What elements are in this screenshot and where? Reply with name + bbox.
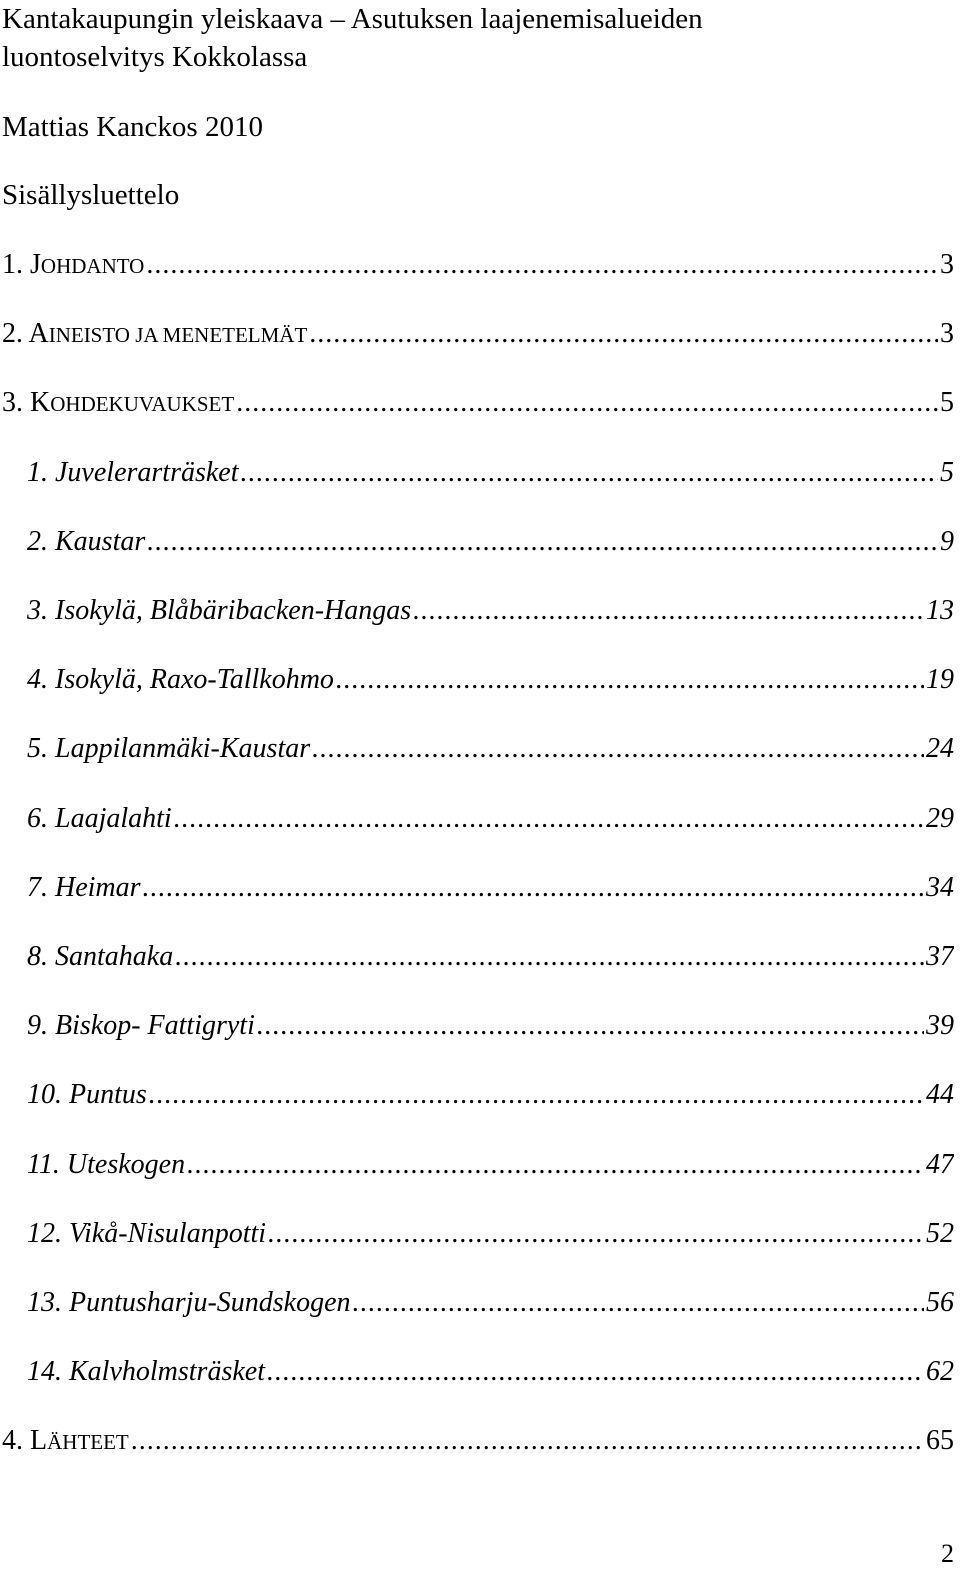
- toc-entry-title-smallcaps: ÄHTEET: [47, 1430, 129, 1455]
- toc-entry[interactable]: [27, 800, 954, 838]
- toc-entry-number: 1.: [2, 249, 30, 280]
- toc-entry-page: 3: [940, 318, 954, 350]
- author-line: Mattias Kanckos 2010: [2, 111, 263, 143]
- toc-entry-label: [2, 384, 234, 422]
- toc-dot-leader: [147, 523, 938, 561]
- toc-dot-leader: [267, 1353, 924, 1391]
- toc-entry-page: 62: [926, 1356, 954, 1388]
- toc-entry[interactable]: [27, 661, 954, 699]
- toc-entry-page: 19: [926, 664, 954, 696]
- toc-entry-page: 44: [926, 1079, 954, 1111]
- toc-entry-label: 4. Isokylä, Raxo-Tallkohmo: [27, 664, 334, 696]
- toc-entry-page: 34: [926, 871, 954, 903]
- toc-entry-title-smallcaps: OHDANTO: [40, 254, 145, 278]
- toc-dot-leader: [312, 730, 924, 768]
- toc-entry-title-smallcaps: INEISTO JA MENETELMÄT: [48, 323, 308, 348]
- toc-entry-number: 4.: [2, 1425, 30, 1457]
- toc-entry[interactable]: [27, 1076, 954, 1114]
- toc-entry[interactable]: [27, 1215, 954, 1253]
- toc-entry[interactable]: [27, 1284, 954, 1322]
- document-title-line-2: luontoselvitys Kokkolassa: [2, 41, 308, 73]
- toc-entry-label: [2, 315, 307, 353]
- toc-entry-initial: A: [28, 318, 49, 350]
- toc-entry-page: 52: [926, 1217, 954, 1249]
- toc-entry-number: 2.: [2, 318, 29, 350]
- toc-entry-page: 47: [926, 1148, 954, 1180]
- toc-entry-label: 7. Heimar: [27, 871, 141, 903]
- toc-entry[interactable]: [2, 315, 954, 353]
- toc-entry-page: 5: [940, 456, 954, 488]
- toc-entry[interactable]: [27, 1007, 954, 1045]
- toc-entry-label: 12. Vikå-Nisulanpotti: [27, 1217, 267, 1249]
- toc-dot-leader: [175, 938, 924, 976]
- toc-entry[interactable]: [27, 523, 954, 561]
- toc-entry-number: 3.: [2, 387, 30, 419]
- toc-entry-label: [2, 1422, 129, 1460]
- toc-entry[interactable]: [27, 1353, 954, 1391]
- toc-dot-leader: [268, 1215, 924, 1253]
- toc-entry[interactable]: [27, 592, 954, 630]
- toc-entry[interactable]: [2, 246, 954, 284]
- document-title-line-1: Kantakaupungin yleiskaava – Asutuksen laajenemisalueiden: [2, 3, 703, 35]
- toc-dot-leader: [353, 1284, 924, 1322]
- toc-dot-leader: [236, 384, 938, 422]
- toc-dot-leader: [309, 315, 938, 353]
- toc-dot-leader: [187, 1146, 924, 1184]
- toc-entry[interactable]: [2, 384, 954, 422]
- toc-entry-title-smallcaps: OHDEKUVAUKSET: [50, 392, 235, 417]
- toc-entry-label: 3. Isokylä, Blåbäribacken-Hangas: [27, 595, 412, 626]
- toc-entry-page: 24: [926, 733, 954, 765]
- toc-entry-page: 39: [926, 1010, 954, 1042]
- toc-entry[interactable]: [27, 938, 954, 976]
- toc-dot-leader: [146, 246, 938, 284]
- toc-dot-leader: [413, 592, 924, 630]
- toc-entry[interactable]: [27, 730, 954, 768]
- toc-dot-leader: [241, 454, 939, 492]
- toc-entry-label: 5. Lappilanmäki-Kaustar: [27, 733, 311, 765]
- toc-entry[interactable]: [27, 869, 954, 907]
- toc-entry-label: 1. Juvelerarträsket: [27, 456, 239, 488]
- toc-entry-page: 56: [926, 1287, 954, 1318]
- toc-dot-leader: [149, 1076, 924, 1114]
- toc-entry-page: 29: [926, 802, 954, 834]
- toc-entry[interactable]: [2, 1422, 954, 1460]
- toc-entry-page: 3: [940, 249, 954, 280]
- page-number: 2: [941, 1539, 954, 1568]
- toc-entry-label: 14. Kalvholmsträsket: [27, 1356, 265, 1388]
- toc-entry[interactable]: [27, 454, 954, 492]
- toc-entry-label: 8. Santahaka: [27, 941, 174, 972]
- toc-dot-leader: [336, 661, 924, 699]
- toc-dot-leader: [174, 800, 924, 838]
- toc-entry-label: 10. Puntus: [27, 1079, 147, 1111]
- toc-entry-page: 9: [940, 525, 954, 557]
- toc-entry-label: 9. Biskop- Fattigryti: [27, 1010, 255, 1042]
- toc-entry-label: 2. Kaustar: [27, 525, 146, 557]
- toc-entry-label: 11. Uteskogen: [27, 1148, 186, 1180]
- toc-entry[interactable]: [27, 1146, 954, 1184]
- toc-entry-initial: K: [30, 387, 51, 419]
- toc-entry-page: 65: [926, 1425, 954, 1457]
- toc-heading: Sisällysluettelo: [2, 179, 180, 211]
- toc-entry-initial: J: [30, 249, 41, 280]
- toc-dot-leader: [257, 1007, 924, 1045]
- toc-entry-page: 5: [940, 387, 954, 419]
- toc-entry-initial: L: [30, 1425, 48, 1457]
- toc-entry-page: 13: [926, 595, 954, 626]
- toc-entry-label: 13. Puntusharju-Sundskogen: [27, 1287, 351, 1318]
- document-title: [2, 0, 902, 76]
- toc-entry-label: [2, 246, 144, 284]
- toc-entry-page: 37: [926, 941, 954, 972]
- toc-dot-leader: [131, 1422, 924, 1460]
- toc-entry-label: 6. Laajalahti: [27, 802, 172, 834]
- toc-dot-leader: [143, 869, 924, 907]
